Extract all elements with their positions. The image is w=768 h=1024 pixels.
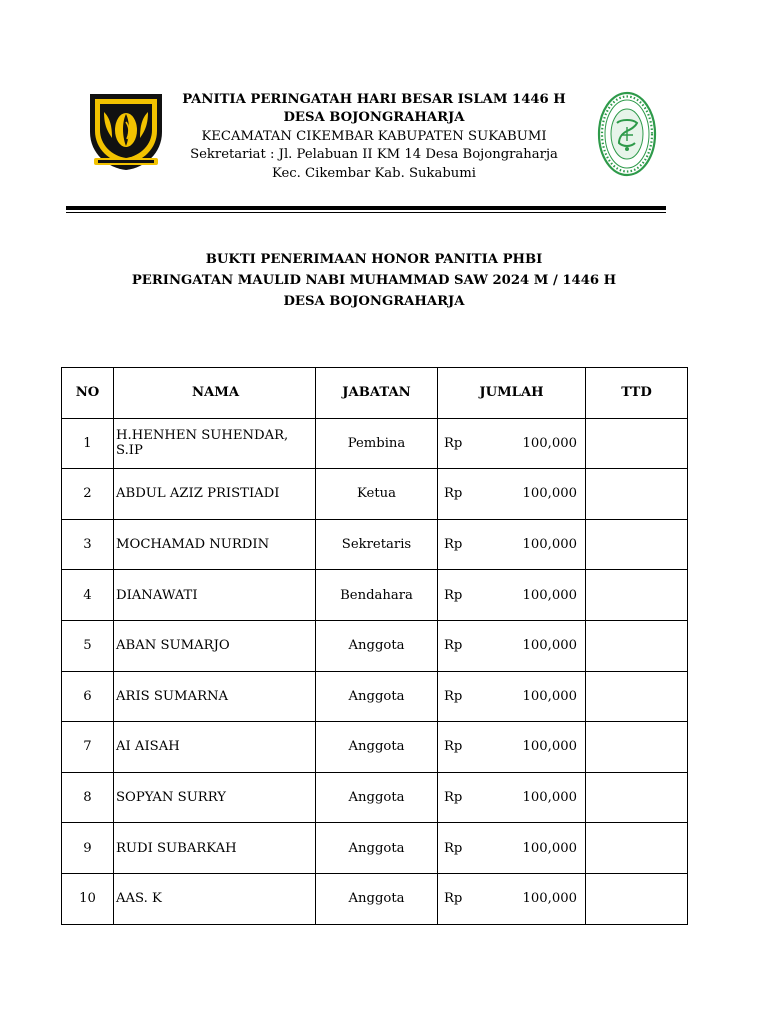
cell-jabatan: Anggota (316, 671, 438, 722)
title-line-2: PERINGATAN MAULID NABI MUHAMMAD SAW 2024 M / 1446 H (131, 273, 617, 288)
cell-nama: H.HENHEN SUHENDAR, S.IP (114, 418, 316, 469)
cell-jumlah (438, 671, 586, 722)
cell-jabatan: Anggota (316, 722, 438, 773)
signature-cell (586, 772, 688, 823)
cell-jumlah (438, 722, 586, 773)
secretariat-address: Sekretariat : Jl. Pelabuan II KM 14 Desa Bojongraharja (190, 147, 558, 163)
cell-nama: ARIS SUMARNA (114, 671, 316, 722)
cell-jabatan: Anggota (316, 772, 438, 823)
amount-value: 100,000 (522, 790, 577, 806)
cell-no: 9 (62, 823, 114, 874)
col-header-nama: NAMA (114, 368, 316, 419)
table-row (62, 418, 688, 469)
cell-nama: RUDI SUBARKAH (114, 823, 316, 874)
currency-label: Rp (444, 891, 463, 907)
currency-label: Rp (444, 739, 463, 755)
cell-jumlah (438, 873, 586, 924)
cell-jabatan: Sekretaris (316, 519, 438, 570)
table-row (62, 469, 688, 520)
table-row (62, 671, 688, 722)
letterhead (170, 91, 578, 183)
amount-value: 100,000 (522, 435, 577, 451)
cell-nama: ABAN SUMARJO (114, 620, 316, 671)
subdistrict-address: Kec. Cikembar Kab. Sukabumi (271, 165, 477, 181)
signature-cell (586, 519, 688, 570)
amount-value: 100,000 (522, 537, 577, 553)
amount-value: 100,000 (522, 638, 577, 654)
cell-no: 10 (62, 873, 114, 924)
cell-no: 7 (62, 722, 114, 773)
honorarium-table (61, 367, 688, 925)
mui-seal-icon (597, 91, 657, 177)
table-row (62, 519, 688, 570)
cell-nama: MOCHAMAD NURDIN (114, 519, 316, 570)
cell-no: 5 (62, 620, 114, 671)
currency-label: Rp (444, 435, 463, 451)
amount-value: 100,000 (522, 587, 577, 603)
table-row (62, 620, 688, 671)
col-header-jabatan: JABATAN (316, 368, 438, 419)
committee-name: PANITIA PERINGATAH HARI BESAR ISLAM 1446 H (182, 92, 566, 107)
signature-cell (586, 620, 688, 671)
village-name: DESA BOJONGRAHARJA (283, 110, 465, 126)
cell-no: 4 (62, 570, 114, 621)
cell-no: 3 (62, 519, 114, 570)
sukabumi-regency-crest-icon (86, 92, 166, 172)
cell-jumlah (438, 620, 586, 671)
cell-no: 8 (62, 772, 114, 823)
cell-jumlah (438, 772, 586, 823)
currency-label: Rp (444, 840, 463, 856)
cell-jabatan: Anggota (316, 620, 438, 671)
col-header-jumlah: JUMLAH (438, 368, 586, 419)
cell-jabatan: Ketua (316, 469, 438, 520)
currency-label: Rp (444, 790, 463, 806)
signature-cell (586, 469, 688, 520)
amount-value: 100,000 (522, 891, 577, 907)
table-row (62, 873, 688, 924)
cell-jumlah (438, 823, 586, 874)
cell-no: 1 (62, 418, 114, 469)
table-row (62, 570, 688, 621)
cell-no: 6 (62, 671, 114, 722)
signature-cell (586, 418, 688, 469)
currency-label: Rp (444, 537, 463, 553)
cell-nama: DIANAWATI (114, 570, 316, 621)
table-header-row (62, 368, 688, 419)
table-row (62, 772, 688, 823)
cell-jumlah (438, 570, 586, 621)
cell-jabatan: Anggota (316, 823, 438, 874)
cell-jumlah (438, 519, 586, 570)
cell-jumlah (438, 469, 586, 520)
cell-no: 2 (62, 469, 114, 520)
amount-value: 100,000 (522, 840, 577, 856)
cell-nama: AI AISAH (114, 722, 316, 773)
cell-jabatan: Bendahara (316, 570, 438, 621)
amount-value: 100,000 (522, 486, 577, 502)
amount-value: 100,000 (522, 739, 577, 755)
cell-nama: ABDUL AZIZ PRISTIADI (114, 469, 316, 520)
signature-cell (586, 873, 688, 924)
cell-jabatan: Anggota (316, 873, 438, 924)
currency-label: Rp (444, 587, 463, 603)
header-divider-thin (66, 212, 666, 213)
table-row (62, 823, 688, 874)
signature-cell (586, 671, 688, 722)
amount-value: 100,000 (522, 688, 577, 704)
district-name: KECAMATAN CIKEMBAR KABUPATEN SUKABUMI (201, 128, 547, 144)
cell-jumlah (438, 418, 586, 469)
signature-cell (586, 823, 688, 874)
title-line-1: BUKTI PENERIMAAN HONOR PANITIA PHBI (205, 252, 543, 267)
document-title (60, 249, 688, 312)
title-line-3: DESA BOJONGRAHARJA (283, 294, 465, 309)
table-row (62, 722, 688, 773)
col-header-no: NO (62, 368, 114, 419)
currency-label: Rp (444, 638, 463, 654)
signature-cell (586, 722, 688, 773)
header-divider-thick (66, 206, 666, 210)
currency-label: Rp (444, 486, 463, 502)
signature-cell (586, 570, 688, 621)
cell-nama: SOPYAN SURRY (114, 772, 316, 823)
cell-nama: AAS. K (114, 873, 316, 924)
col-header-ttd: TTD (586, 368, 688, 419)
cell-jabatan: Pembina (316, 418, 438, 469)
currency-label: Rp (444, 688, 463, 704)
